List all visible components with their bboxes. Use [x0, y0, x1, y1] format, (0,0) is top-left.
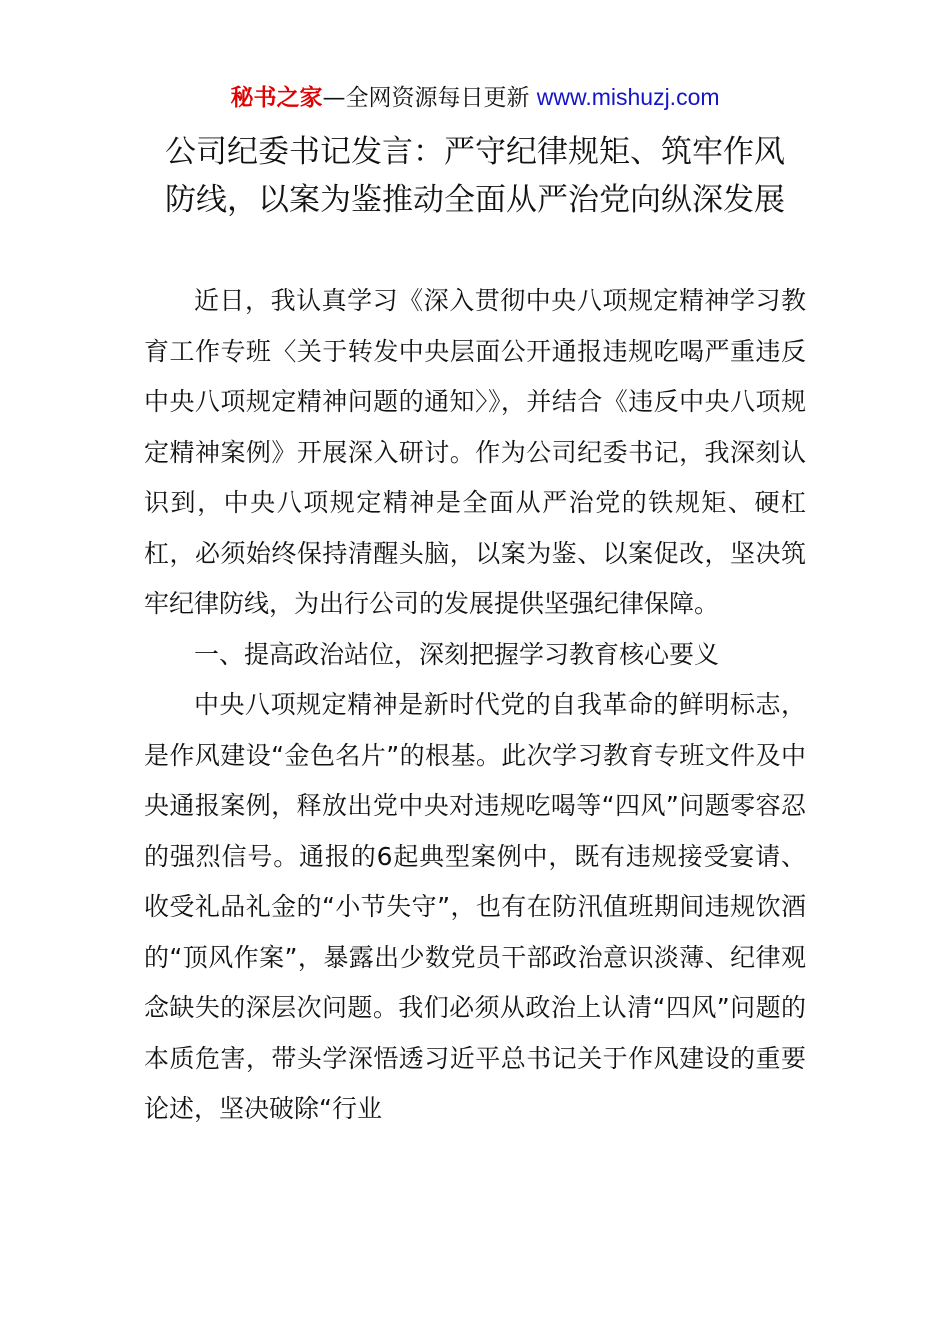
- site-tagline: —全网资源每日更新: [322, 85, 537, 111]
- section-heading-1: 一、提高政治站位，深刻把握学习教育核心要义: [194, 639, 720, 669]
- title-line-2: 防线，以案为鉴推动全面从严治党向纵深发展: [165, 182, 785, 218]
- document-body: [144, 276, 806, 1135]
- intro-paragraph: 近日，我认真学习《深入贯彻中央八项规定精神学习教育工作专班〈关于转发中央层面公开通报违规吃喝严重违反中央八项规定精神问题的通知〉》，并结合《违反中央八项规定精神案例》开展深入研讨。作为公司纪委书记，我深刻认识到，中央八项规定精神是全面从严治党的铁规矩、硬杠杠，必须始终保持清醒头脑，以案为鉴、以案促改，坚决筑牢纪律防线，为出行公司的发展提供坚强纪律保障。: [144, 286, 806, 618]
- site-name: 秘书之家: [230, 85, 323, 111]
- body-paragraph: 中央八项规定精神是新时代党的自我革命的鲜明标志，是作风建设“金色名片”的根基。此次学习教育专班文件及中央通报案例，释放出党中央对违规吃喝等“四风”问题零容忍的强烈信号。通报的6起典型案例中，既有违规接受宴请、收受礼品礼金的“小节失守”，也有在防汛值班期间违规饮酒的“顶风作案”，暴露出少数党员干部政治意识淡薄、纪律观念缺失的深层次问题。我们必须从政治上认清“四风”问题的本质危害，带头学深悟透习近平总书记关于作风建设的重要论述，坚决破除“行业: [144, 690, 806, 1123]
- title-line-1: 公司纪委书记发言：严守纪律规矩、筑牢作风: [165, 134, 785, 170]
- site-header: [0, 80, 950, 115]
- document-title: [120, 128, 830, 224]
- site-url-link[interactable]: www.mishuzj.com: [536, 84, 720, 110]
